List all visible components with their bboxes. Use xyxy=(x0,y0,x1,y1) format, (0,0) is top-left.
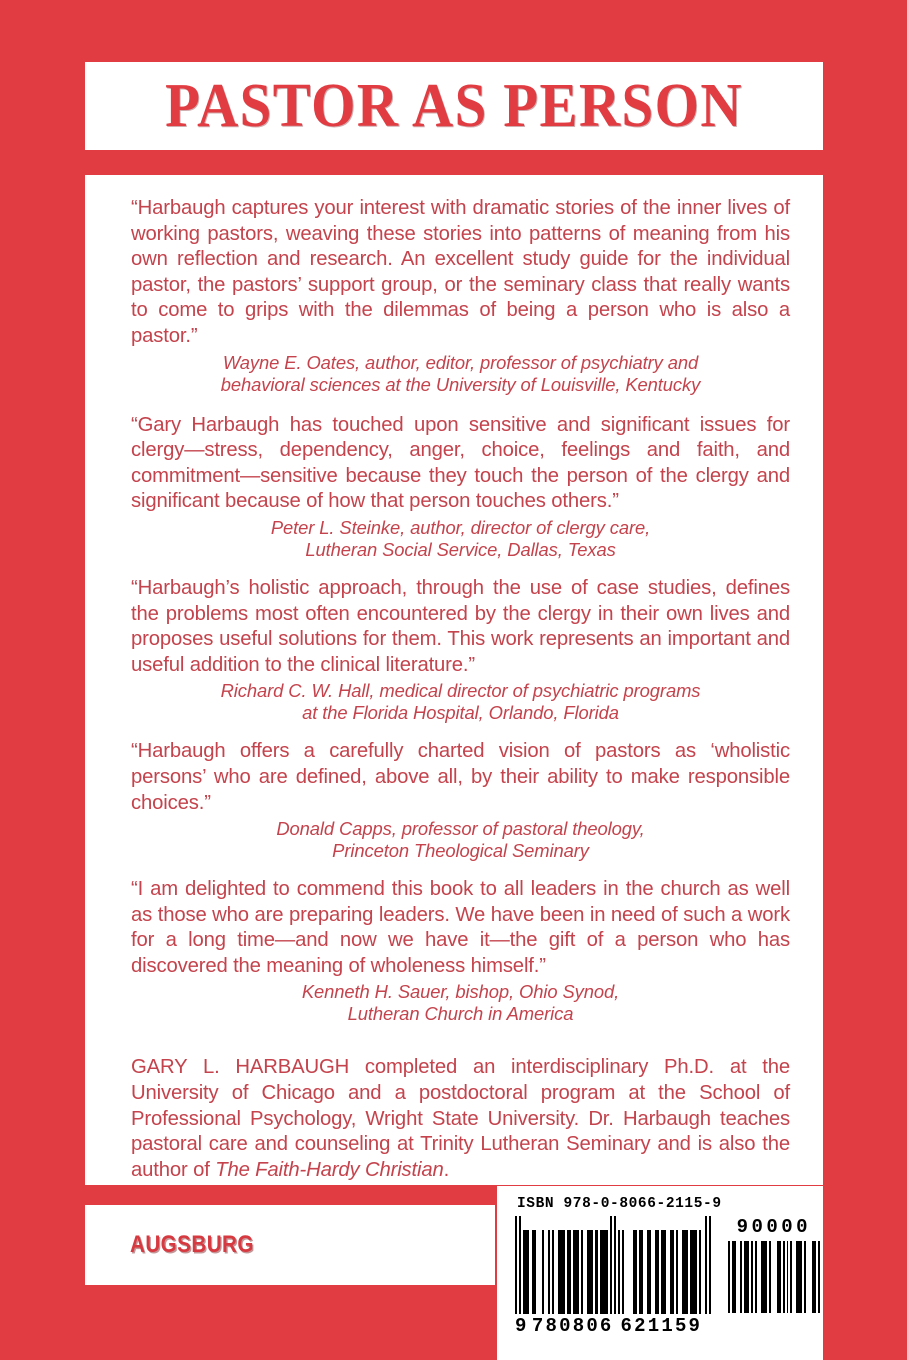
ean13-bars xyxy=(515,1216,711,1314)
attribution-line: at the Florida Hospital, Orlando, Florida xyxy=(302,702,619,724)
blurb-attribution xyxy=(131,352,790,396)
attribution-line: Donald Capps, professor of pastoral theology, xyxy=(276,818,645,840)
attribution-line: Princeton Theological Seminary xyxy=(332,840,589,862)
ean5-addon-bars xyxy=(728,1241,820,1313)
isbn-label: ISBN 978-0-8066-2115-9 xyxy=(517,1196,722,1212)
attribution-line: Kenneth H. Sauer, bishop, Ohio Synod, xyxy=(301,981,620,1003)
ean13-left-group: 780806 xyxy=(531,1315,614,1337)
blurb-attribution xyxy=(131,517,790,561)
publisher-panel xyxy=(85,1205,495,1285)
blurb-group xyxy=(131,413,790,561)
author-bio-text-end: . xyxy=(443,1158,450,1181)
ean13-right-group: 621159 xyxy=(620,1315,703,1337)
ean13-digits xyxy=(515,1315,711,1337)
blurb-attribution xyxy=(131,818,790,862)
blurb-attribution xyxy=(131,981,790,1025)
blurbs-panel xyxy=(85,175,823,1185)
blurb-quote: “Harbaugh offers a carefully charted vision of pastors as ‘wholistic persons’ who are defined, above all, by their ability to make responsible choices.” xyxy=(131,740,790,814)
blurb-quote: “Harbaugh’s holistic approach, through the use of case studies, defines the problems most often encountered by the clergy in their own lives and proposes useful solutions for them. This work represents an important and useful addition to the clinical literature.” xyxy=(131,576,790,676)
blurb-quote: “Harbaugh captures your interest with dramatic stories of the inner lives of working pastors, weaving these stories into patterns of meaning from his own reflection and research. An excellent study guide for the individual pastor, the pastors’ support group, or the seminary class that really wants to come to grips with the dilemmas of being a person who is also a pastor.” xyxy=(131,197,790,347)
blurb-group xyxy=(131,739,790,862)
ean5-addon-barcode xyxy=(728,1216,820,1313)
blurb-group xyxy=(131,196,790,396)
attribution-line: Lutheran Church in America xyxy=(347,1003,574,1025)
attribution-line: Peter L. Steinke, author, director of clergy care, xyxy=(270,516,651,538)
ean5-addon-digits: 90000 xyxy=(736,1216,812,1238)
barcode-row xyxy=(515,1216,812,1337)
blurb-group xyxy=(131,877,790,1025)
attribution-line: Wayne E. Oates, author, editor, professor of psychiatry and xyxy=(222,351,699,373)
author-bio xyxy=(131,1055,790,1183)
ean13-barcode xyxy=(515,1216,711,1337)
attribution-line: Richard C. W. Hall, medical director of psychiatric programs xyxy=(220,680,701,702)
publisher-logo: AUGSBURG xyxy=(130,1231,254,1258)
attribution-line: Lutheran Social Service, Dallas, Texas xyxy=(305,538,616,560)
blurb-group xyxy=(131,576,790,724)
title-panel xyxy=(85,62,823,150)
blurb-quote: “Gary Harbaugh has touched upon sensitive and significant issues for clergy—stress, dependency, anger, choice, feelings and faith, and commitment—sensitive because they touch the person of the clergy and significant because of how that person touches others.” xyxy=(131,413,790,513)
blurb-quote: “I am delighted to commend this book to all leaders in the church as well as those who are preparing leaders. We have been in need of such a work for a long time—and now we have it—the gift of a person who has discovered the meaning of wholeness himself.” xyxy=(131,878,790,977)
barcode-panel xyxy=(497,1186,823,1360)
referenced-book-title: The Faith-Hardy Christian xyxy=(215,1158,444,1181)
blurb-attribution xyxy=(131,680,790,724)
ean13-lead-digit: 9 xyxy=(515,1315,527,1337)
page-title: PASTOR AS PERSON xyxy=(165,72,743,140)
author-bio-text: GARY L. HARBAUGH completed an interdisciplinary Ph.D. at the University of Chicago and a postdoctoral program at the School of Professional Psychology, Wright State University. Dr. Harbaugh teaches pastoral care and counseling at Trinity Lutheran Seminary and is also the author of xyxy=(131,1056,790,1181)
attribution-line: behavioral sciences at the University of Louisville, Kentucky xyxy=(220,373,701,395)
